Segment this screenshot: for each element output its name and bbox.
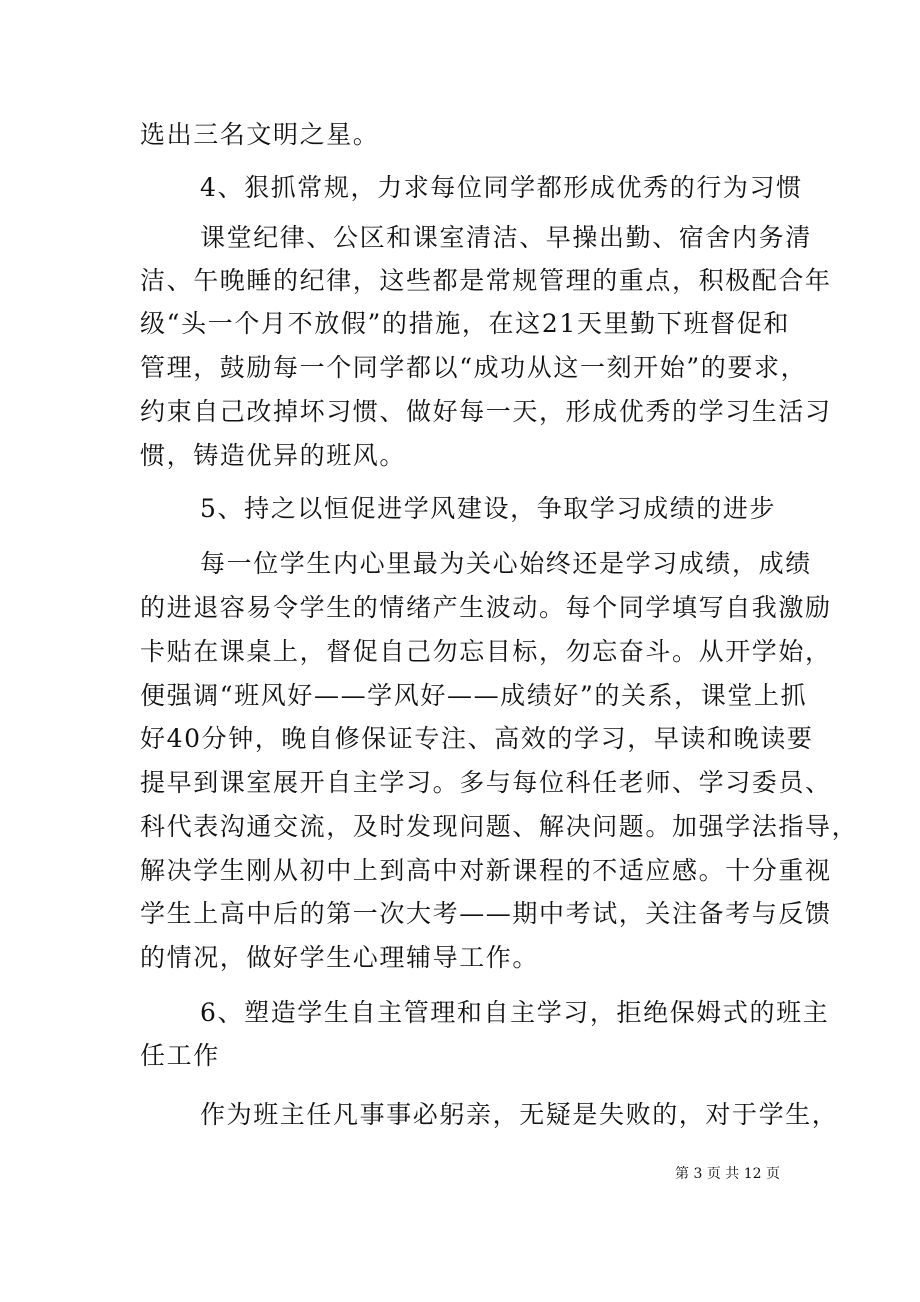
body-line: 选出三名文明之星。 [140,120,380,149]
body-line: 管理，鼓励每一个同学都以“成功从这一刻开始”的要求， [140,353,808,382]
section-heading-4: 4、狠抓常规，力求每位同学都形成优秀的行为习惯 [200,173,803,202]
body-line: 提早到课室展开自主学习。多与每位科任老师、学习委员、 [140,768,832,797]
body-line: 洁、午晚睡的纪律，这些都是常规管理的重点，积极配合年 [140,266,832,295]
body-line: 任工作 [140,1041,220,1070]
total-pages-number: 12 [743,1166,762,1182]
body-line: 好40分钟，晚自修保证专注、高效的学习，早读和晚读要 [140,724,814,753]
page-suffix: 页 [766,1166,780,1182]
body-line: 每一位学生内心里最为关心始终还是学习成绩，成绩 [200,549,812,578]
body-line: 约束自己改掉坏习惯、做好每一天，形成优秀的学习生活习 [140,397,832,426]
body-line: 作为班主任凡事事必躬亲，无疑是失败的，对于学生， [200,1100,839,1129]
body-line: 学生上高中后的第一次大考——期中考试，关注备考与反馈 [140,899,832,928]
body-line: 便强调“班风好——学风好——成绩好”的关系，课堂上抓 [140,681,808,710]
body-line: 课堂纪律、公区和课室清洁、早操出勤、宿舍内务清 [200,223,812,252]
body-line: 的进退容易令学生的情绪产生波动。每个同学填写自我激励 [140,593,832,622]
page-footer [640,1164,780,1184]
page-middle: 页 共 [706,1166,740,1182]
body-line: 级“头一个月不放假”的措施，在这21天里勤下班督促和 [140,309,790,338]
body-line: 卡贴在课桌上，督促自己勿忘目标，勿忘奋斗。从开学始， [140,637,832,666]
page-prefix: 第 [674,1166,689,1182]
section-heading-6: 6、塑造学生自主管理和自主学习，拒绝保姆式的班主 [200,998,830,1027]
body-line: 的情况，做好学生心理辅导工作。 [140,943,540,972]
body-line: 惯，铸造优异的班风。 [140,441,407,470]
section-heading-5: 5、持之以恒促进学风建设，争取学习成绩的进步 [200,494,777,523]
body-line: 解决学生刚从初中上到高中对新课程的不适应感。十分重视 [140,856,832,885]
current-page-number: 3 [693,1166,703,1182]
body-line: 科代表沟通交流，及时发现问题、解决问题。加强学法指导， [140,812,859,841]
